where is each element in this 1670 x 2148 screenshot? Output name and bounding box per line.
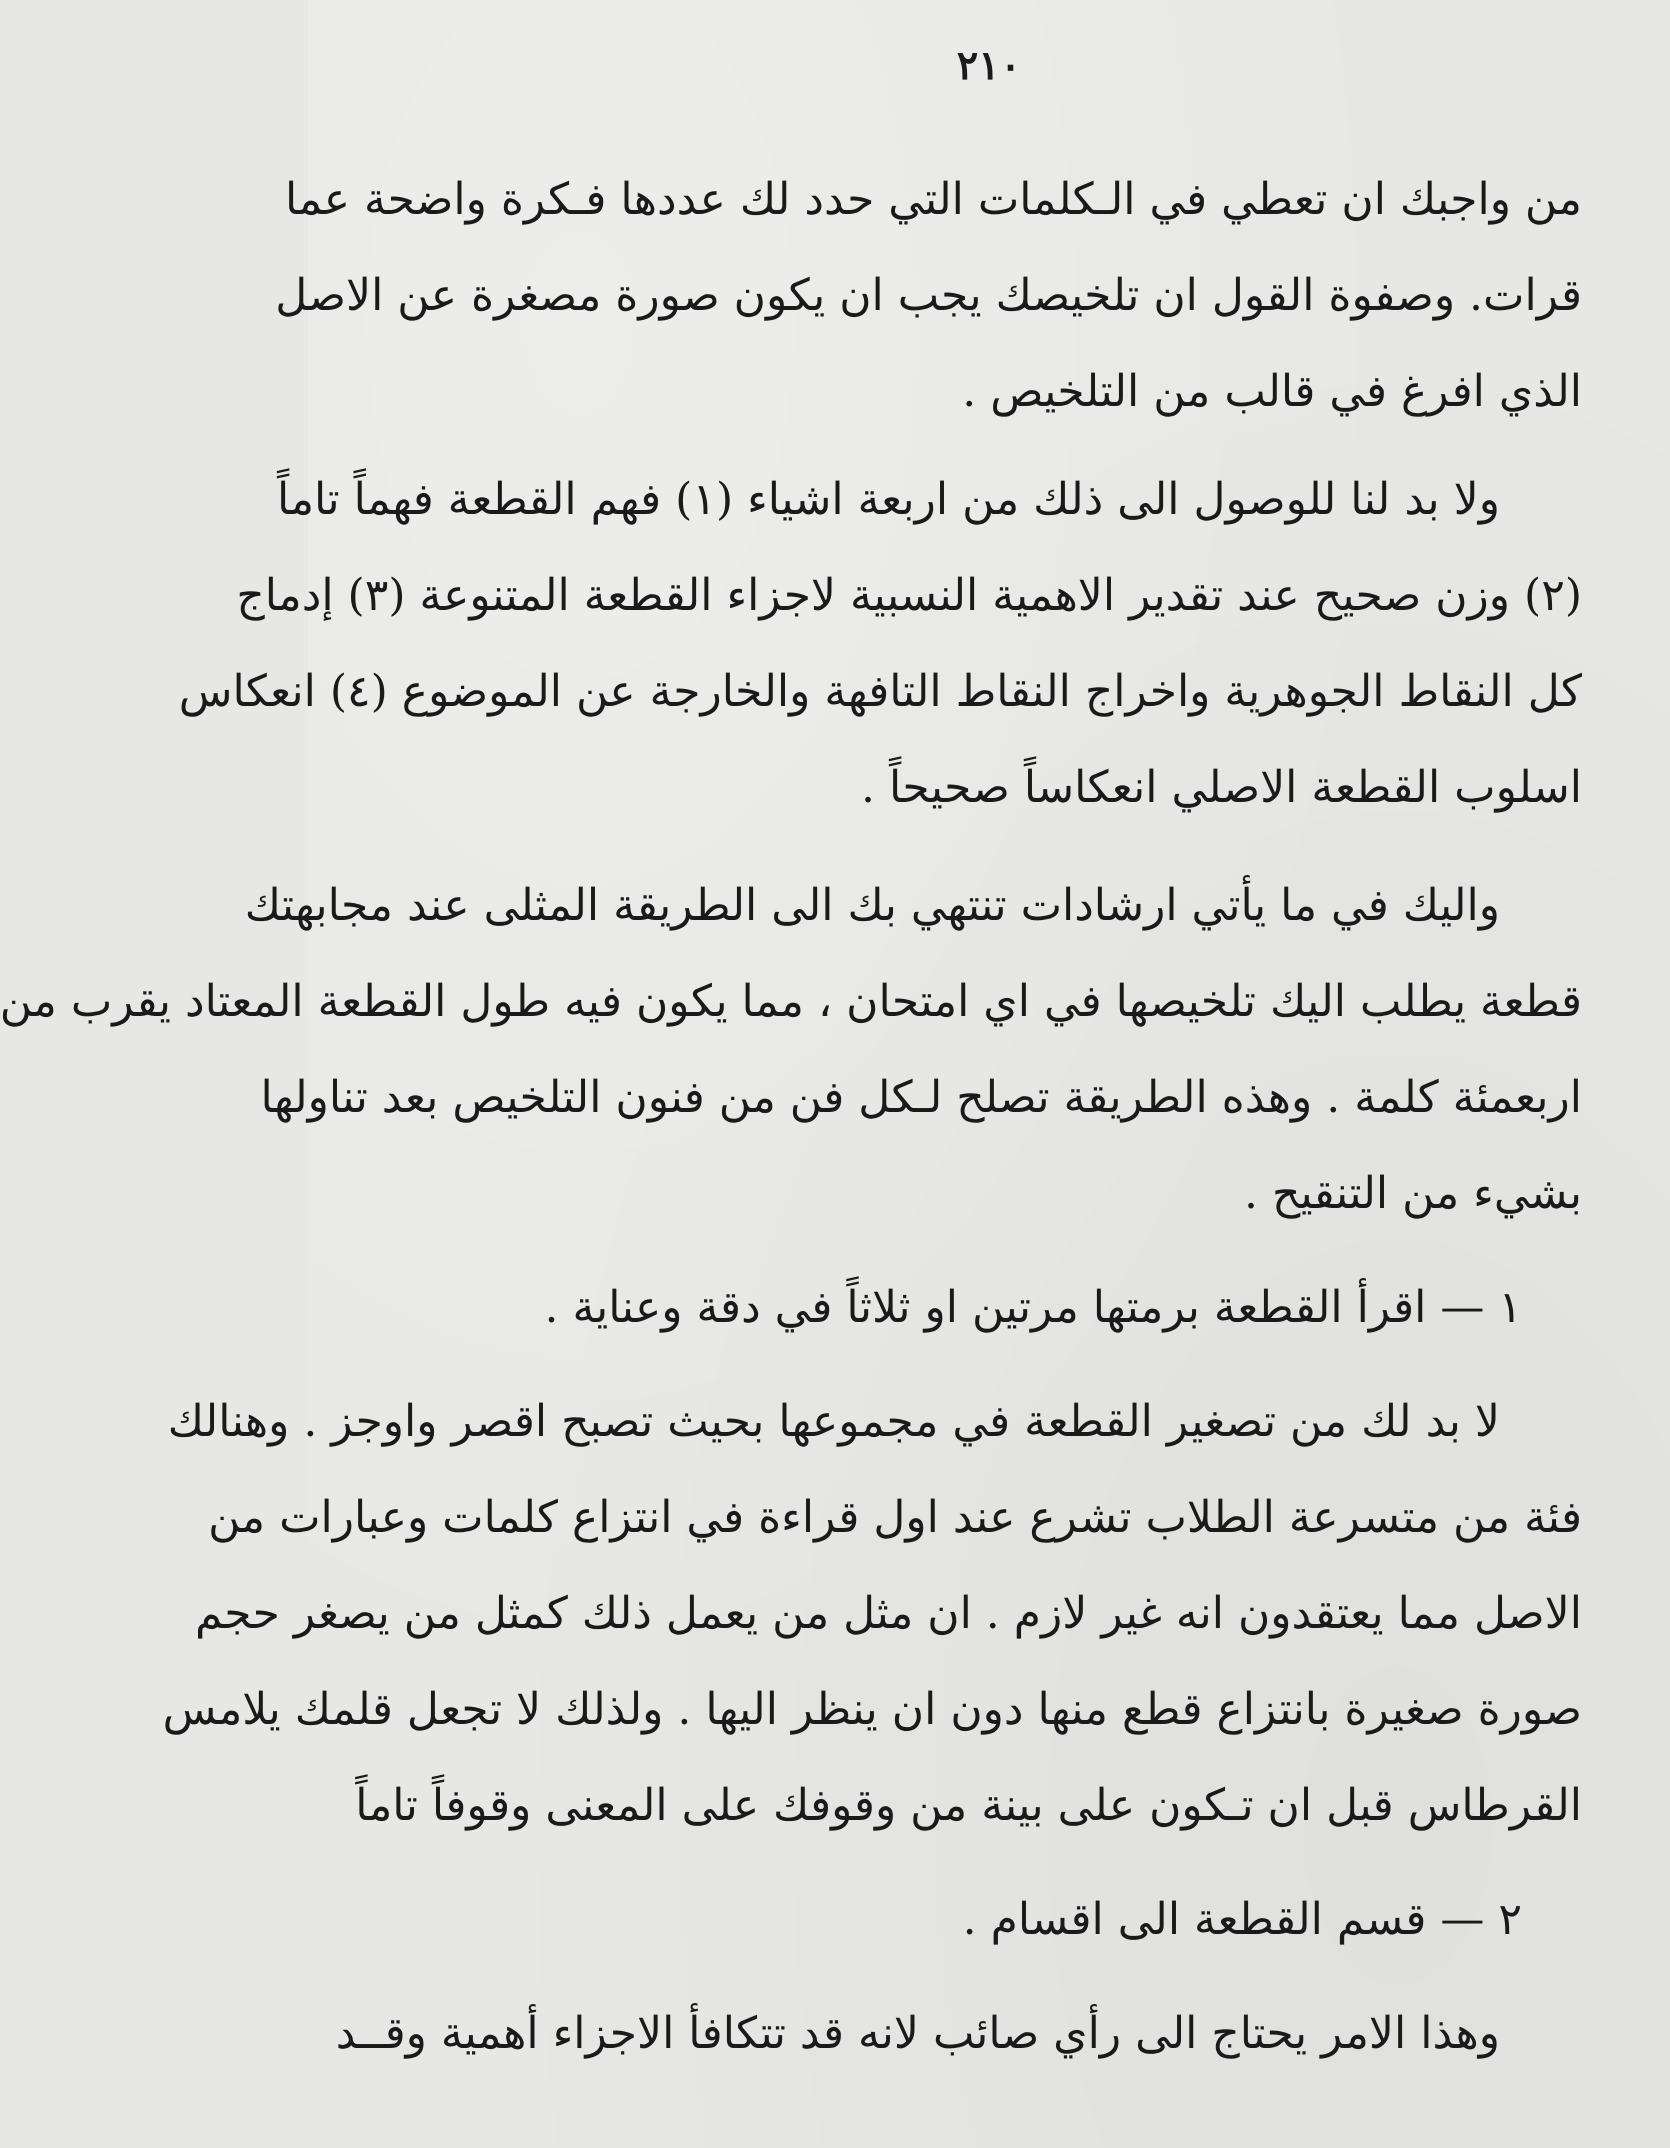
paragraph-5-line-5: القرطاس قبل ان تـكون على بينة من وقوفك على المعنى وقوفاً تاماً: [355, 1780, 1582, 1831]
paragraph-7-line-1: وهذا الامر يحتاج الى رأي صائب لانه قد تتكافأ الاجزاء أهمية وقــد: [335, 2008, 1500, 2059]
paragraph-2-line-1: ولا بد لنا للوصول الى ذلك من اربعة اشياء (١) فهم القطعة فهماً تاماً: [277, 474, 1500, 525]
paragraph-2-line-2: (٢) وزن صحيح عند تقدير الاهمية النسبية لاجزاء القطعة المتنوعة (٣) إدماج: [236, 570, 1582, 621]
paragraph-3-line-4: بشيء من التنقيح .: [1244, 1168, 1582, 1219]
paragraph-5-line-4: صورة صغيرة بانتزاع قطع منها دون ان ينظر اليها . ولذلك لا تجعل قلمك يلامس: [162, 1684, 1582, 1735]
paragraph-3-line-2: قطعة يطلب اليك تلخيصها في اي امتحان ، مما يكون فيه طول القطعة المعتاد يقرب من: [0, 976, 1582, 1027]
paragraph-2-line-3: كل النقاط الجوهرية واخراج النقاط التافهة والخارجة عن الموضوع (٤) انعكاس: [178, 666, 1582, 717]
numbered-item-2: ٢ — قسم القطعة الى اقسام .: [962, 1894, 1522, 1945]
numbered-item-1: ١ — اقرأ القطعة برمتها مرتين او ثلاثاً في دقة وعناية .: [544, 1282, 1522, 1333]
paragraph-3-line-3: اربعمئة كلمة . وهذه الطريقة تصلح لـكل فن من فنون التلخيص بعد تناولها: [260, 1072, 1582, 1123]
paragraph-1-line-3: الذي افرغ في قالب من التلخيص .: [962, 366, 1582, 417]
paragraph-5-line-1: لا بد لك من تصغير القطعة في مجموعها بحيث تصبح اقصر واوجز . وهنالك: [167, 1396, 1500, 1447]
paragraph-5-line-3: الاصل مما يعتقدون انه غير لازم . ان مثل من يعمل ذلك كمثل من يصغر حجم: [195, 1588, 1582, 1639]
paragraph-3-line-1: واليك في ما يأتي ارشادات تنتهي بك الى الطريقة المثلى عند مجابهتك: [244, 880, 1500, 931]
paragraph-5-line-2: فئة من متسرعة الطلاب تشرع عند اول قراءة في انتزاع كلمات وعبارات من: [208, 1492, 1582, 1543]
paragraph-1-line-1: من واجبك ان تعطي في الـكلمات التي حدد لك عددها فـكرة واضحة عما: [284, 174, 1582, 225]
page-number: ٢١٠: [956, 42, 1022, 89]
paragraph-1-line-2: قرات. وصفوة القول ان تلخيصك يجب ان يكون صورة مصغرة عن الاصل: [275, 270, 1582, 321]
paragraph-2-line-4: اسلوب القطعة الاصلي انعكاساً صحيحاً .: [861, 762, 1582, 813]
